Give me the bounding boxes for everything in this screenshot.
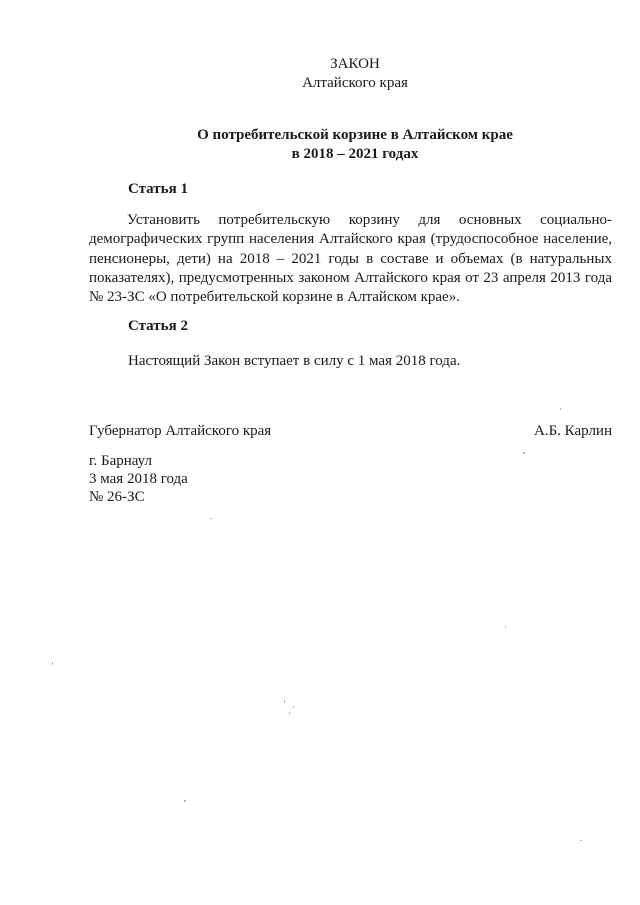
footer-number: № 26-ЗС bbox=[89, 489, 145, 505]
signatory-name: А.Б. Карлин bbox=[533, 423, 612, 439]
document-title-line1: О потребительской корзине в Алтайском крае bbox=[197, 127, 513, 143]
scan-speck bbox=[505, 626, 506, 628]
article-1-text: Установить потребительскую корзину для основных социально-демографических групп населения Алтайского края (трудоспособное население, пенсионеры, дети) на 2018 – 2021 годы в составе и объемах (в натуральных показателях), предусмотренных законом Алтайского края от 23 апреля 2013 года № 23-ЗС «О потребительской корзине в Алтайском крае». bbox=[89, 212, 612, 306]
scan-speck bbox=[580, 840, 582, 841]
footer-date: 3 мая 2018 года bbox=[89, 471, 188, 487]
scan-speck bbox=[523, 452, 525, 454]
article-1-heading: Статья 1 bbox=[128, 181, 188, 197]
scan-speck bbox=[289, 712, 290, 714]
signatory-position: Губернатор Алтайского края bbox=[89, 423, 272, 439]
scan-speck bbox=[560, 408, 561, 410]
document-title-line2: в 2018 – 2021 годах bbox=[291, 146, 419, 162]
footer-city: г. Барнаул bbox=[89, 453, 152, 469]
scan-speck bbox=[52, 662, 53, 665]
scan-speck bbox=[293, 706, 294, 708]
document-region: Алтайского края bbox=[302, 75, 408, 91]
document-type: ЗАКОН bbox=[330, 56, 380, 72]
scan-speck bbox=[210, 518, 212, 519]
article-2-heading: Статья 2 bbox=[128, 318, 188, 334]
article-2-text: Настоящий Закон вступает в силу с 1 мая 2018 года. bbox=[128, 353, 461, 369]
scan-speck bbox=[284, 700, 285, 703]
scan-speck bbox=[184, 800, 186, 802]
